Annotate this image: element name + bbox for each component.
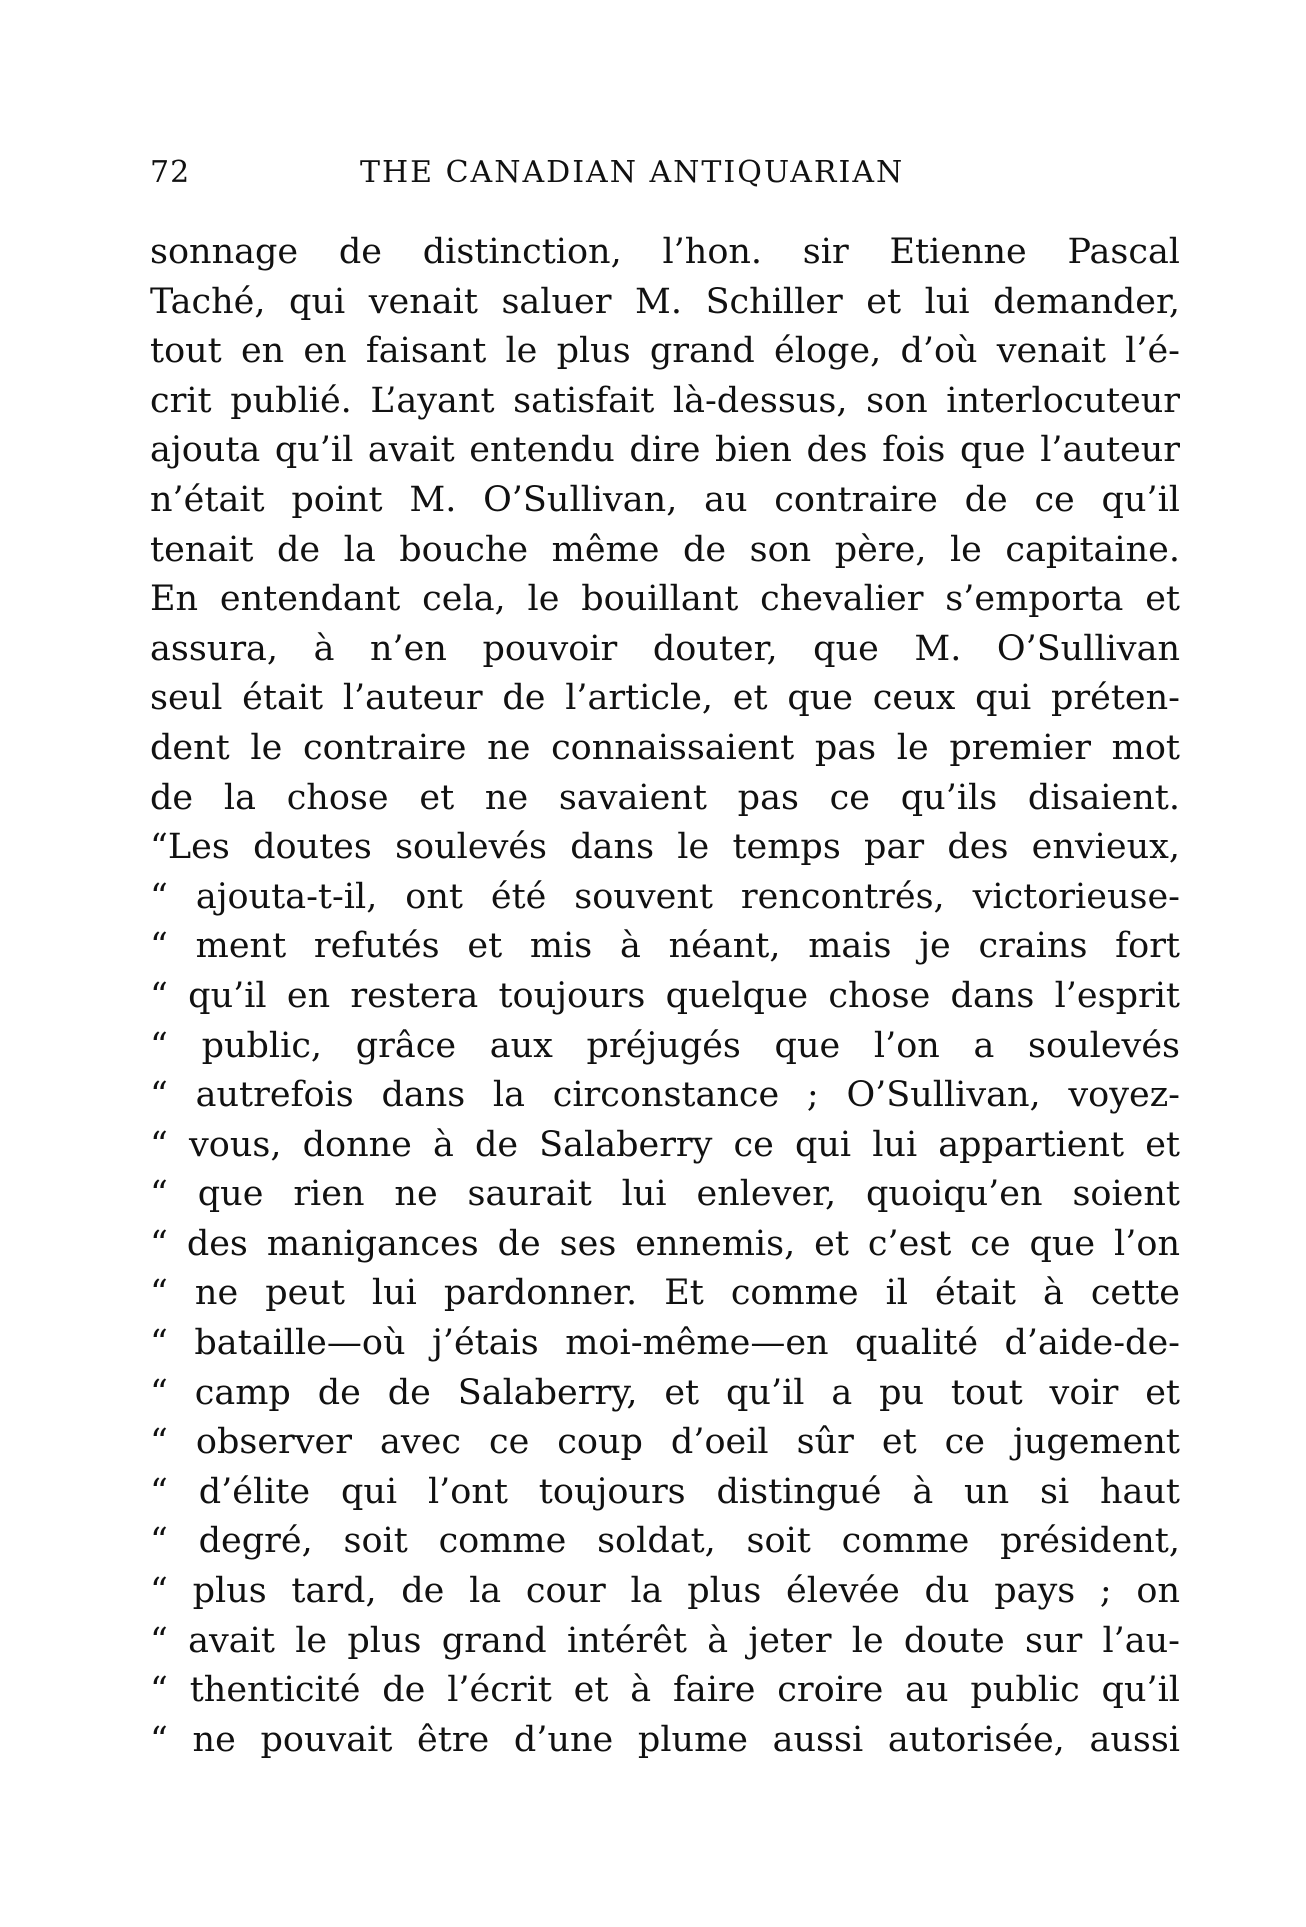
text-line: “ qu’il en restera toujours quelque chose dans l’esprit bbox=[150, 975, 1180, 1016]
text-line: de la chose et ne savaient pas ce qu’ils disaient. bbox=[150, 777, 1180, 818]
text-line: “Les doutes soulevés dans le temps par des envieux, bbox=[150, 827, 1180, 868]
text-line: “ degré, soit comme soldat, soit comme président, bbox=[150, 1521, 1180, 1562]
text-line: “ plus tard, de la cour la plus élevée du pays ; on bbox=[150, 1571, 1180, 1612]
text-line: “ ne pouvait être d’une plume aussi autorisée, aussi bbox=[150, 1719, 1180, 1760]
text-line: En entendant cela, le bouillant chevalier s’emporta et bbox=[150, 579, 1180, 620]
text-line: Taché, qui venait saluer M. Schiller et lui demander, bbox=[150, 281, 1180, 322]
text-line: “ autrefois dans la circonstance ; O’Sullivan, voyez- bbox=[150, 1075, 1180, 1116]
text-line: dent le contraire ne connaissaient pas le premier mot bbox=[150, 727, 1180, 768]
text-line: ajouta qu’il avait entendu dire bien des fois que l’auteur bbox=[150, 430, 1180, 471]
body-text bbox=[150, 228, 1180, 1765]
text-line: tenait de la bouche même de son père, le capitaine. bbox=[150, 529, 1180, 570]
page-number: 72 bbox=[150, 155, 191, 190]
text-line: “ d’élite qui l’ont toujours distingué à un si haut bbox=[150, 1471, 1180, 1512]
text-line: “ thenticité de l’écrit et à faire croire au public qu’il bbox=[150, 1670, 1180, 1711]
text-line: sonnage de distinction, l’hon. sir Etienne Pascal bbox=[150, 232, 1180, 272]
text-line: crit publié. L’ayant satisfait là-dessus, son interlocuteur bbox=[150, 380, 1180, 421]
text-line: “ camp de de Salaberry, et qu’il a pu tout voir et bbox=[150, 1372, 1180, 1413]
text-line: n’était point M. O’Sullivan, au contraire de ce qu’il bbox=[150, 479, 1180, 520]
text-line: assura, à n’en pouvoir douter, que M. O’Sullivan bbox=[150, 628, 1180, 669]
running-head bbox=[150, 155, 1180, 205]
text-line: “ vous, donne à de Salaberry ce qui lui appartient et bbox=[150, 1124, 1180, 1165]
text-line: “ observer avec ce coup d’oeil sûr et ce jugement bbox=[150, 1422, 1180, 1463]
text-line: “ bataille—où j’étais moi-même—en qualité d’aide-de- bbox=[150, 1323, 1180, 1364]
text-line: “ des manigances de ses ennemis, et c’est ce que l’on bbox=[150, 1223, 1180, 1264]
running-title: THE CANADIAN ANTIQUARIAN bbox=[360, 155, 905, 190]
text-line: “ ajouta-t-il, ont été souvent rencontrés, victorieuse- bbox=[150, 876, 1180, 917]
text-line: “ public, grâce aux préjugés que l’on a soulevés bbox=[150, 1025, 1180, 1066]
text-line: “ ne peut lui pardonner. Et comme il était à cette bbox=[150, 1273, 1180, 1314]
text-line: tout en en faisant le plus grand éloge, d’où venait l’é- bbox=[150, 331, 1180, 372]
text-line: “ que rien ne saurait lui enlever, quoiqu’en soient bbox=[150, 1174, 1180, 1215]
text-line: “ avait le plus grand intérêt à jeter le doute sur l’au- bbox=[150, 1620, 1180, 1661]
text-line: “ ment refutés et mis à néant, mais je crains fort bbox=[150, 926, 1180, 967]
text-line: seul était l’auteur de l’article, et que ceux qui préten- bbox=[150, 678, 1180, 719]
